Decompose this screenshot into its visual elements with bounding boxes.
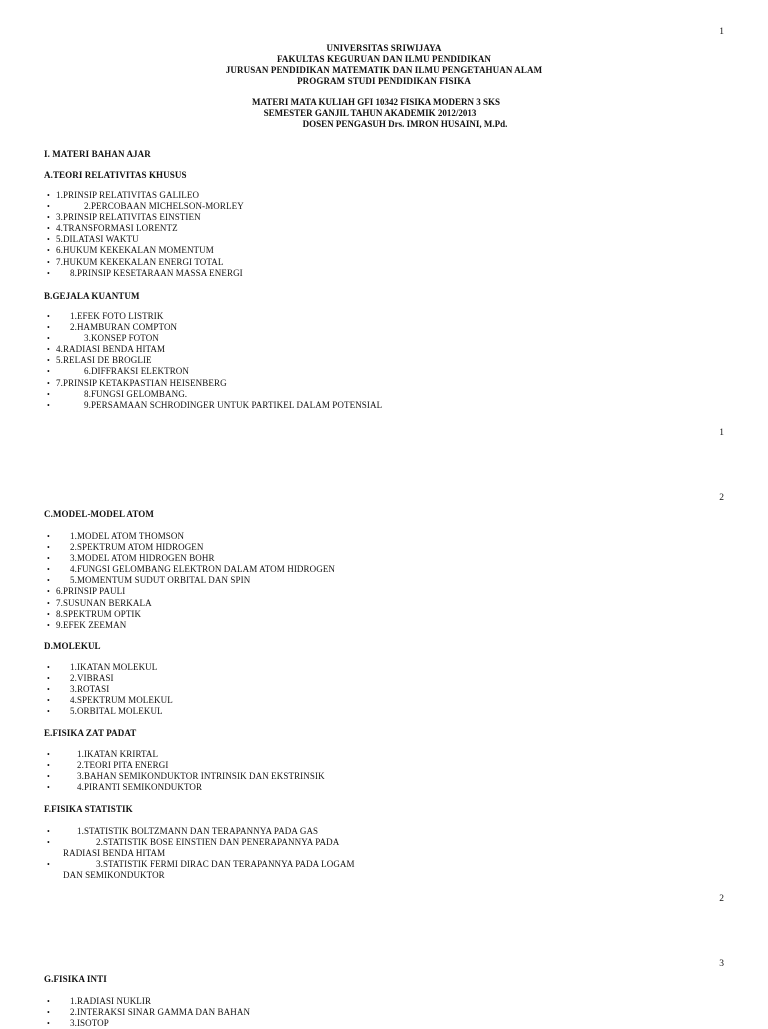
list-item: • 2.TEORI PITA ENERGI [47,760,169,771]
faculty-name: FAKULTAS KEGURUAN DAN ILMU PENDIDIKAN [276,54,492,64]
bullet-icon: • [47,389,50,399]
bullet-icon: • [47,827,50,836]
section-heading-g: G.FISIKA INTI [44,974,107,984]
bullet-icon: • [47,213,50,223]
list-item: • 3.KONSEP FOTON [47,333,159,344]
bullet-icon: • [47,620,50,630]
list-item: • 5.ORBITAL MOLEKUL [47,706,163,717]
bullet-icon: • [47,997,50,1006]
page-number: 2 [719,894,724,904]
list-item: • 8.PRINSIP KESETARAAN MASSA ENERGI [47,267,243,278]
list-item: • 9.EFEK ZEEMAN [47,619,127,630]
list-item: • 1.EFEK FOTO LISTRIK [47,311,164,321]
list-g [44,996,384,1029]
section-heading-b: B.GEJALA KUANTUM [44,291,140,301]
bullet-icon: • [47,674,50,684]
bullet-icon: • [47,565,50,575]
section-title: I. MATERI BAHAN AJAR [44,149,151,159]
list-item: • 9.PERSAMAAN SCHRODINGER UNTUK PARTIKEL DALAM POTENSIAL [47,399,383,410]
bullet-icon: • [47,685,50,695]
bullet-icon: • [47,783,50,793]
bullet-icon: • [47,576,50,586]
section-heading-a: A.TEORI RELATIVITAS KHUSUS [44,170,187,180]
list-item: • 2.SPEKTRUM ATOM HIDROGEN [47,542,204,553]
bullet-icon: • [47,356,50,366]
list-item: • 4.PIRANTI SEMIKONDUKTOR [47,782,203,793]
list-item: • 7.PRINSIP KETAKPASTIAN HEISENBERG [47,377,227,388]
list-item: • 1.IKATAN MOLEKUL [47,662,158,672]
page-number: 3 [719,959,724,969]
list-item: • 3.MODEL ATOM HIDROGEN BOHR [47,553,215,564]
list-item: • 7.SUSUNAN BERKALA [47,597,152,608]
bullet-icon: • [47,772,50,782]
bullet-icon: • [47,750,50,759]
list-item: • 2.INTERAKSI SINAR GAMMA DAN BAHAN [47,1007,251,1018]
list-item: • 7.HUKUM KEKEKALAN ENERGI TOTAL [47,256,224,267]
section-heading-c: C.MODEL-MODEL ATOM [44,509,154,519]
semester-line: SEMESTER GANJIL TAHUN AKADEMIK 2012/2013 [263,108,477,118]
list-c [44,531,384,631]
section-heading-e: E.FISIKA ZAT PADAT [44,728,137,738]
bullet-icon: • [47,367,50,377]
bullet-icon: • [47,587,50,597]
list-item: • 1.PRINSIP RELATIVITAS GALILEO [47,190,200,200]
bullet-icon: • [47,707,50,717]
list-item: • 4.FUNGSI GELOMBANG ELEKTRON DALAM ATOM HIDROGEN [47,564,336,575]
bullet-icon: • [47,532,50,541]
bullet-icon: • [47,400,50,410]
list-item: • 6.HUKUM KEKEKALAN MOMENTUM [47,245,214,256]
list-item: • 4.RADIASI BENDA HITAM [47,344,166,355]
bullet-icon: • [47,191,50,200]
bullet-icon: • [47,543,50,553]
bullet-icon: • [47,1019,50,1029]
section-heading-d: D.MOLEKUL [44,641,101,651]
list-item: • 1.MODEL ATOM THOMSON [47,531,185,541]
list-item: • 1.STATISTIK BOLTZMANN DAN TERAPANNYA PADA GAS [47,826,319,836]
bullet-icon: • [47,598,50,608]
bullet-icon: • [47,838,50,848]
lecturer-line: DOSEN PENGASUH Drs. IMRON HUSAINI, M.Pd. [302,119,508,129]
list-item: • 6.PRINSIP PAULI [47,586,126,597]
bullet-icon: • [47,224,50,234]
list-item: • 3.PRINSIP RELATIVITAS EINSTIEN [47,212,201,223]
list-d [44,662,384,717]
page-number: 2 [719,493,724,503]
bullet-icon: • [47,663,50,672]
list-e [44,749,384,793]
list-item: • 8.FUNGSI GELOMBANG. [47,388,188,399]
list-item: • 4.TRANSFORMASI LORENTZ [47,223,178,234]
bullet-icon: • [47,378,50,388]
bullet-icon: • [47,323,50,333]
bullet-icon: • [47,860,50,870]
bullet-icon: • [47,312,50,321]
bullet-icon: • [47,202,50,212]
list-item: • 3.ISOTOP [47,1018,109,1029]
bullet-icon: • [47,246,50,256]
bullet-icon: • [47,761,50,771]
list-item: • 3.BAHAN SEMIKONDUKTOR INTRINSIK DAN EKSTRINSIK [47,771,325,782]
list-item: • 2.HAMBURAN COMPTON [47,322,178,333]
list-item: • 2.PERCOBAAN MICHELSON-MORLEY [47,201,244,212]
list-item: • 2.VIBRASI [47,673,114,684]
list-f [44,826,384,881]
list-item: • 4.SPEKTRUM MOLEKUL [47,695,173,706]
bullet-icon: • [47,257,50,267]
bullet-icon: • [47,268,50,278]
course-title: MATERI MATA KULIAH GFI 10342 FISIKA MODERN 3 SKS [251,97,501,107]
list-item: • 5.RELASI DE BROGLIE [47,355,152,366]
department-name: JURUSAN PENDIDIKAN MATEMATIK DAN ILMU PENGETAHUAN ALAM [225,65,543,75]
page-number: 1 [719,27,724,37]
section-heading-f: F.FISIKA STATISTIK [44,804,133,814]
list-b [44,311,384,411]
bullet-icon: • [47,235,50,245]
list-item: • 5.DILATASI WAKTU [47,234,139,245]
bullet-icon: • [47,345,50,355]
bullet-icon: • [47,554,50,564]
bullet-icon: • [47,1008,50,1018]
bullet-icon: • [47,696,50,706]
list-a [44,190,384,279]
list-item: • 8.SPEKTRUM OPTIK [47,608,142,619]
list-item: • 5.MOMENTUM SUDUT ORBITAL DAN SPIN [47,575,251,586]
bullet-icon: • [47,609,50,619]
university-name: UNIVERSITAS SRIWIJAYA [326,43,442,53]
list-item: • 3.STATISTIK FERMI DIRAC DAN TERAPANNYA PADA LOGAM DAN SEMIKONDUKTOR [47,859,355,881]
page-number: 1 [719,428,724,438]
list-item: • 1.RADIASI NUKLIR [47,996,152,1006]
program-name: PROGRAM STUDI PENDIDIKAN FISIKA [297,76,471,86]
list-item: • 6.DIFFRAKSI ELEKTRON [47,366,190,377]
list-item: • 2.STATISTIK BOSE EINSTIEN DAN PENERAPANNYA PADA RADIASI BENDA HITAM [47,837,339,859]
list-item: • 3.ROTASI [47,684,110,695]
bullet-icon: • [47,334,50,344]
list-item: • 1.IKATAN KRIRTAL [47,749,159,759]
